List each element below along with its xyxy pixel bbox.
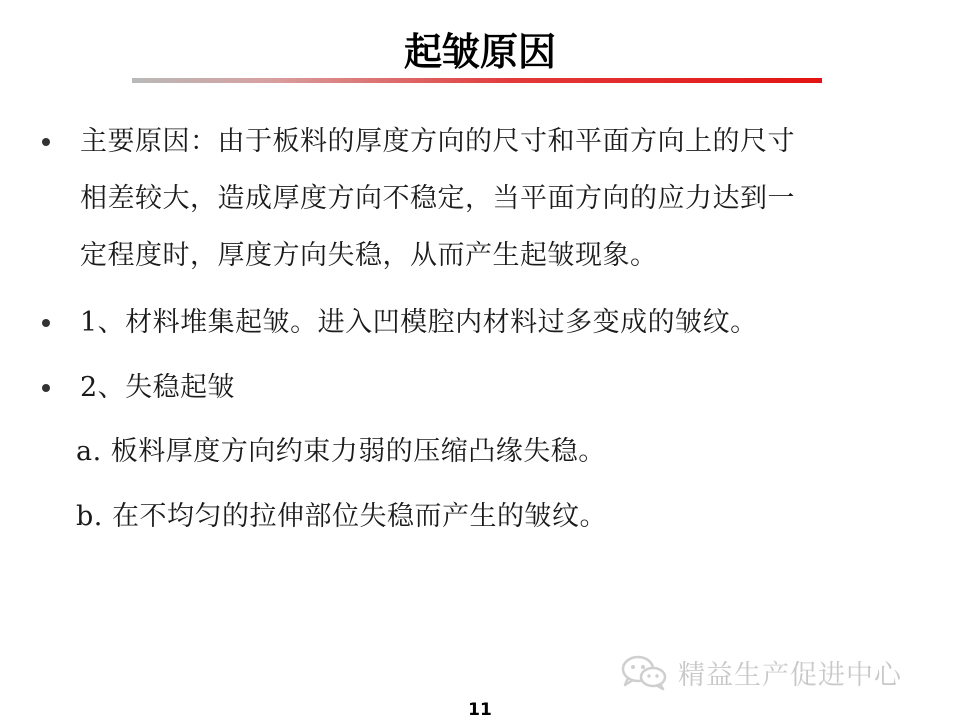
bullet-dot — [42, 384, 50, 392]
sub-item-a: a. 板料厚度方向约束力弱的压缩凸缘失稳。 — [76, 436, 606, 467]
bullet-line: 定程度时，厚度方向失稳，从而产生起皱现象。 — [80, 240, 658, 271]
bullet-line: 2、失稳起皱 — [80, 372, 236, 403]
bullet-line: 主要原因：由于板料的厚度方向的尺寸和平面方向上的尺寸 — [80, 126, 795, 157]
bullet-line: 1、材料堆集起皱。进入凹模腔内材料过多变成的皱纹。 — [80, 307, 758, 338]
page-number: 11 — [468, 700, 492, 720]
wechat-icon — [618, 652, 670, 692]
sub-item-b: b. 在不均匀的拉伸部位失稳而产生的皱纹。 — [76, 501, 607, 532]
bullet-line: 相差较大，造成厚度方向不稳定，当平面方向的应力达到一 — [80, 183, 795, 214]
watermark-text: 精益生产促进中心 — [678, 659, 902, 691]
bullet-dot — [42, 138, 50, 146]
slide-title: 起皱原因 — [403, 30, 556, 74]
title-underline — [132, 78, 822, 83]
bullet-dot — [42, 319, 50, 327]
watermark — [618, 650, 948, 694]
